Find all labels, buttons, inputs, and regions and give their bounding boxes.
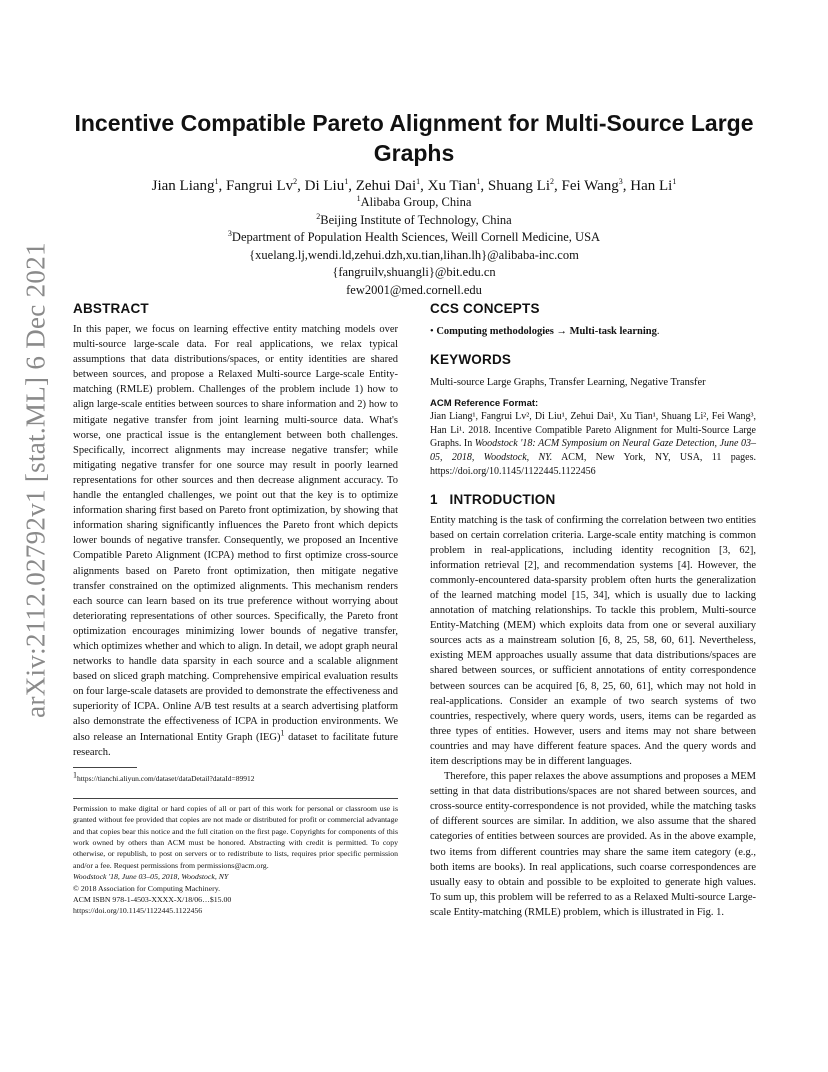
isbn-line: ACM ISBN 978-1-4503-XXXX-X/18/06…$15.00 — [73, 894, 232, 904]
email: {fangruilv,shuangli}@bit.edu.cn — [332, 265, 496, 279]
ccs-concepts: • Computing methodologies → Multi-task learning. — [430, 326, 660, 337]
permission-notice: Permission to make digital or hard copies of all or part of this work for personal or classroom use is granted without fee provided that copies are not made or distributed for profit or commercial advantage and that copies bear this notice and the full citation on the first page. Copyrights for components of this work owned by others than ACM must be honored. Abstracting with credit is permitted. To copy otherwise, or republish, to post on servers or to redistribute to lists, requires prior specific permission and/or a fee. Request permissions from permissions@acm.org. Woodstock '18, June 03–05, 2018, Woodstock, NY © 2018 Association for Computing Machinery. ACM ISBN 978-1-4503-XXXX-X/18/06…$15.00 https://doi.org/10.1145/1122445.1122456 — [73, 803, 398, 916]
keywords-text: Multi-source Large Graphs, Transfer Learning, Negative Transfer — [430, 377, 706, 388]
doi-link[interactable]: https://doi.org/10.1145/1122445.1122456 — [73, 906, 203, 916]
affiliation: $^2$Beijing Institute of Technology, China — [316, 211, 512, 227]
ccs-heading: CCS CONCEPTS — [430, 301, 540, 316]
copyright-line: © 2018 Association for Computing Machinery. — [73, 883, 221, 893]
author-list: Jian Liang$^1$, Fangrui Lv$^2$, Di Liu$^1$, Zehui Dai$^1$, Xu Tian$^1$, Shuang Li$^2$, Fei Wang$^3$, Han Li$^1$ — [151, 177, 677, 194]
venue-line: Woodstock '18, June 03–05, 2018, Woodstock, NY — [73, 872, 229, 882]
author: Shuang Li$^2$ — [487, 177, 554, 194]
arxiv-sidebar-stamp — [18, 242, 54, 718]
affiliation: $^3$Department of Population Health Sciences, Weill Cornell Medicine, USA — [227, 228, 601, 244]
left-column — [73, 300, 398, 917]
right-column — [430, 300, 756, 920]
intro-paragraph-1: Entity matching is the task of confirming the correlation between two entities based on certain correlation criteria. Large-scale entity matching is common problem in real-applications, including identity recognition [3, 62], information retrieval [2], and recommendation systems [4]. However, the commonly-encountered data-sparsity problem often hurts the generalization of the learned matching model [15, 34], which is usually due to lacking annotation of matching relationships. To tackle this problem, Multi-source Entity-Matching (MEM) which exploits data from one or several auxiliary sources acts as a mainstream solution [6, 8, 25, 58, 60, 61]. Nevertheless, existing MEM approaches usually assume that data distributions/spaces are shared between sources, or sufficient annotations of entity correspondence between sources can be acquired [6, 8, 25, 60, 61], which may not hold in real-applications. Consider an example of two search systems of two countries, respectively, where query words, users, items can be regarded as three types of entities. However, users and items may not share between countries and may have different feature spaces. And the query words and item descriptions may be in different languages. — [430, 514, 756, 768]
keywords-heading: KEYWORDS — [430, 352, 512, 367]
email: {xuelang.lj,wendi.ld,zehui.dzh,xu.tian,lihan.lh}@alibaba-inc.com — [249, 247, 579, 262]
introduction-heading: 1 INTRODUCTION — [430, 491, 556, 507]
paper-title: Incentive Compatible Pareto Alignment for Multi-Source Large Graphs — [74, 110, 754, 166]
author: Fangrui Lv$^2$ — [226, 177, 298, 194]
abstract-heading: ABSTRACT — [73, 301, 149, 316]
footnote-rule — [73, 767, 137, 768]
footnote: $^1$https://tianchi.aliyun.com/dataset/dataDetail?dataId=89912 — [73, 770, 255, 783]
email: few2001@med.cornell.edu — [346, 282, 482, 297]
intro-paragraph-2: Therefore, this paper relaxes the above assumptions and proposes a MEM setting in that data distributions/spaces are not shared between sources, and cross-source entity-correspondence is not provided, while the matching tasks of different sources are similar. In addition, we also assume that the shared categories of entities between sources are provided. As in the above example, two items from different countries may share the same item category (e.g., both items are books). In real applications, such coarse correspondences are usually easy to obtain and possible to be exploited to generate high values. To sum up, this problem will be referred to as a Relaxed Multi-source Large-scale Entity-matching (RMLE) problem, which is illustrated in Fig. 1. — [430, 771, 756, 918]
author: Xu Tian$^1$ — [427, 177, 481, 194]
affiliations — [70, 194, 758, 299]
author: Han Li$^1$ — [630, 177, 677, 194]
author: Jian Liang$^1$ — [151, 177, 219, 194]
acm-reference-heading: ACM Reference Format: — [430, 398, 539, 409]
author: Zehui Dai$^1$ — [355, 177, 421, 194]
permission-rule — [73, 798, 398, 799]
affiliation: $^1$Alibaba Group, China — [356, 193, 472, 209]
arxiv-id: arXiv:2112.02792v1 [stat.ML] 6 Dec 2021 — [20, 242, 51, 718]
author: Fei Wang$^3$ — [561, 177, 623, 194]
author: Di Liu$^1$ — [304, 177, 349, 194]
abstract-text: In this paper, we focus on learning effective entity matching models over multi-source large-scale data. For real applications, we relax typical assumptions that data distributions/spaces, or entity identities are shared between sources, and propose a Relaxed Multi-source Large-scale Entity-matching (RMLE) problem. Challenges of the problem include 1) how to align large-scale entities between sources to share information and 2) how to mitigate negative transfer from joint learning multi-source data. What's worse, one practical issue is the entanglement between both challenges. Specifically, incorrect alignments may increase negative transfer; while mitigating negative transfer for one source may result in poorly learned representations for other sources and then decrease alignment accuracy. To handle the entangled challenges, we point out that the key is to optimize information sharing first based on Pareto front optimization, by showing that information sharing significantly influences the Pareto front which depicts lower bounds of negative transfer. Consequently, we proposed an Incentive Compatible Pareto Alignment (ICPA) method to first optimize cross-source alignments based on Pareto front optimization, then mitigate negative transfer constrained on the optimized alignments. This mechanism renders each source can learn based on its true preference without worrying about deteriorating representations of other sources. Specifically, the Pareto front optimization encourages minimizing lower bounds of negative transfer, which optimizes whether and which to align. In detail, we adopt graph neural networks to handle data sparsity in each source and a scalable alignment based on sliced graph matching. Comprehensive empirical evaluation results on four large-scale datasets are provided to demonstrate the effectiveness and superiority of ICPA. Online A/B test results at a search advertising platform also demonstrate the effectiveness of ICPA in production environments. We also release an International Entity Graph (IEG)$^1$ dataset to facilitate future research. — [73, 324, 398, 758]
acm-reference-text: Jian Liang¹, Fangrui Lv², Di Liu¹, Zehui Dai¹, Xu Tian¹, Shuang Li², Fei Wang³, Han Li¹. 2018. Incentive Compatible Pareto Alignment for Multi-Source Large Graphs. In Woodstock '18: ACM Symposium on Neural Gaze Detection, June 03–05, 2018, Woodstock, NY. ACM, New York, NY, USA, 11 pages. https://doi.org/10.1145/1122445.1122456 — [430, 411, 756, 477]
